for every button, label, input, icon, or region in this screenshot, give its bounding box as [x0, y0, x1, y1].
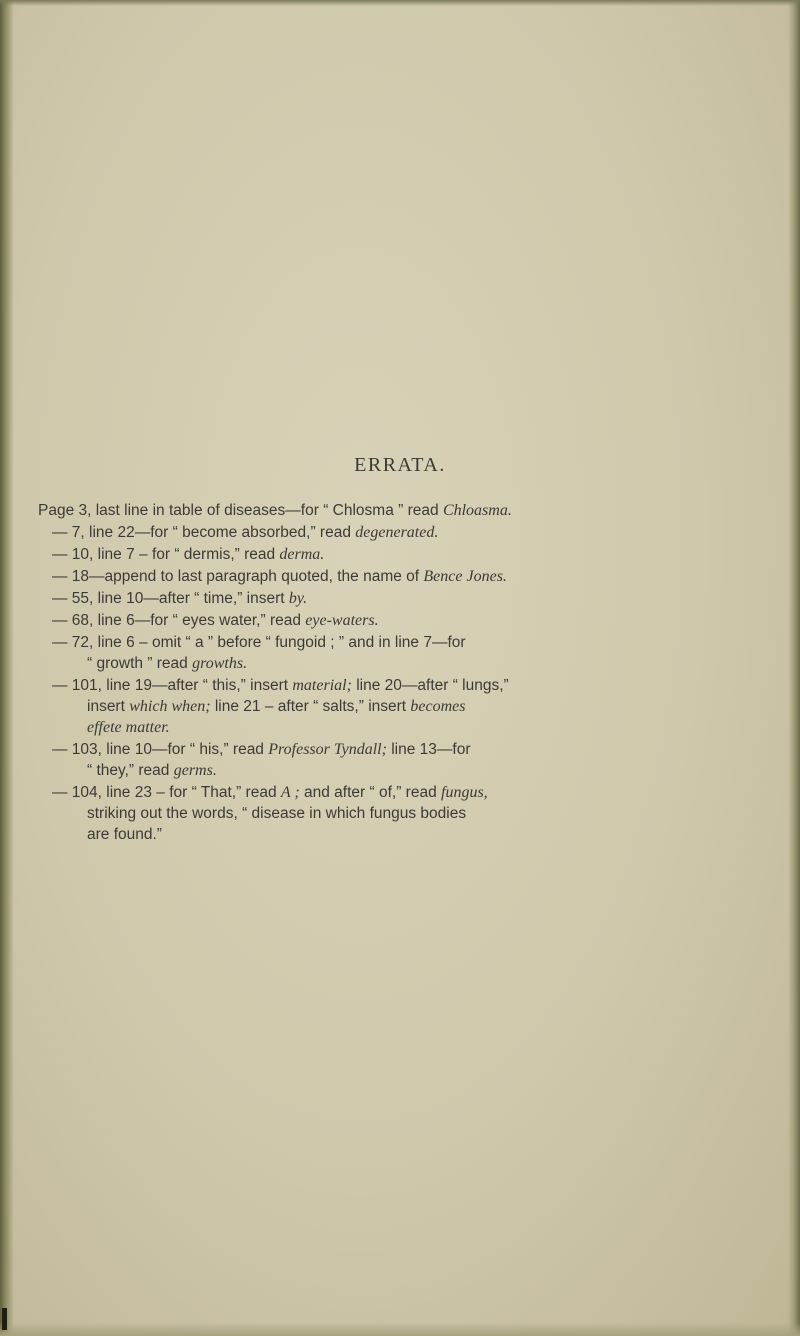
errata-heading: ERRATA. [354, 454, 446, 476]
errata-entry-page-68: — 68, line 6—for “ eyes water,” read eye-waters. [52, 612, 379, 629]
page-edge-right [788, 0, 800, 1336]
errata-entry-page-103: — 103, line 10—for “ his,” read Professor Tyndall; line 13—for “ they,” read germs. [52, 741, 471, 779]
errata-entry-page-55: — 55, line 10—after “ time,” insert by. [52, 590, 308, 607]
errata-entry-page-10: — 10, line 7 – for “ dermis,” read derma. [52, 546, 325, 563]
page-edge-left [0, 0, 14, 1336]
errata-entry-page-3: Page 3, last line in table of diseases—for “ Chlosma ” read Chloasma. [38, 502, 512, 519]
page-edge-bottom [0, 1322, 800, 1336]
errata-entry-page-18: — 18—append to last paragraph quoted, the name of Bence Jones. [52, 568, 507, 585]
errata-entry-page-101: — 101, line 19—after “ this,” insert material; line 20—after “ lungs,” insert which when; line 21 – after “ salts,” insert becomes effete matter. [52, 677, 509, 736]
errata-list [38, 500, 758, 846]
errata-entry-page-7: — 7, line 22—for “ become absorbed,” read degenerated. [52, 524, 439, 541]
page-edge-top [0, 0, 800, 6]
errata-entry-page-72: — 72, line 6 – omit “ a ” before “ fungoid ; ” and in line 7—for “ growth ” read growths. [52, 634, 466, 672]
binding-mark [2, 1308, 7, 1330]
errata-entry-page-104: — 104, line 23 – for “ That,” read A ; and after “ of,” read fungus, striking out the words, “ disease in which fungus bodies are found.” [52, 784, 488, 843]
